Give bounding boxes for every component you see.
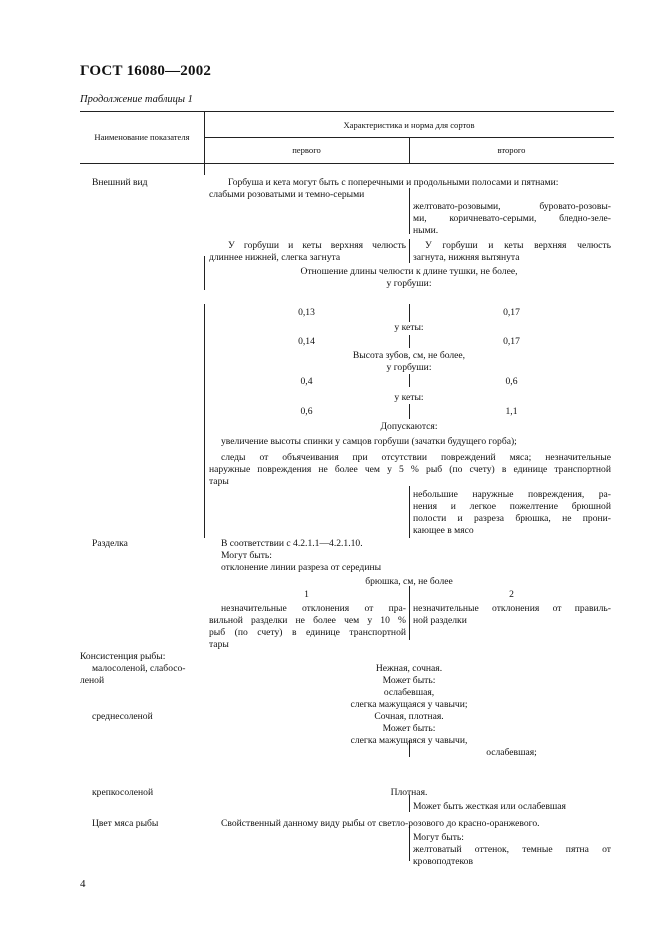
cutting-reference: В соответствии с 4.2.1.1—4.2.1.10.	[221, 538, 363, 549]
header-bottom-rule	[80, 163, 614, 164]
strong-salted-value-2: Может быть жесткая или ослабевшая	[413, 801, 566, 812]
consistency-strong-salted: крепкосоленой	[92, 787, 154, 798]
meat-color-second-b: желтоватый оттенок, темные пятна от	[413, 844, 611, 855]
jaw-second-a: У горбуши и кеты верхняя челюсть	[425, 240, 611, 251]
keta-label-2: у кеты:	[394, 392, 424, 403]
jaw-second-b: загнута, нижняя вытянута	[413, 252, 520, 263]
cutting-second-a: незначительные отклонения от правиль-	[413, 603, 611, 614]
teeth-keta-first: 0,6	[300, 406, 313, 417]
indicator-meat-color: Цвет мяса рыбы	[92, 818, 159, 829]
net-traces-line3: тары	[209, 476, 229, 487]
cutting-second-b: ной разделки	[413, 615, 467, 626]
lightly-salted-value-2: Может быть:	[382, 675, 436, 686]
net-traces-line1: следы от объячеивания при отсутствии повреждений мяса; незначительные	[221, 452, 611, 463]
cutting-first-c: рыб (по счету) в единице транспортной	[209, 627, 406, 638]
consistency-lightly-salted-b: леной	[80, 675, 105, 686]
hump-text: увеличение высоты спинки у самцов горбуши (зачатки будущего горба);	[221, 436, 517, 447]
small-damage-a: небольшие наружные повреждения, ра-	[413, 489, 611, 500]
table-top-rule	[80, 111, 614, 112]
lightly-salted-value-3: ослабевшая,	[383, 687, 435, 698]
ratio-keta-second: 0,17	[503, 336, 520, 347]
column-header-spanning: Характеристика и норма для сортов	[343, 120, 475, 130]
indicator-appearance: Внешний вид	[92, 177, 148, 188]
consistency-medium-salted: среднесоленой	[92, 711, 153, 722]
column-header-first-grade: первого	[292, 145, 321, 155]
indicator-consistency: Консистенция рыбы:	[80, 651, 166, 662]
ratio-gorbusha-first: 0,13	[298, 307, 315, 318]
indicator-cutting: Разделка	[92, 538, 128, 549]
keta-label-1: у кеты:	[394, 322, 424, 333]
divider-colors	[409, 188, 410, 234]
small-damage-c: полости и разреза брюшка, не прони-	[413, 513, 611, 524]
allowed-label: Допускаются:	[380, 421, 438, 432]
appearance-line2: слабыми розоватыми и темно-серыми	[209, 189, 365, 200]
medium-salted-value-3: слегка мажущаяся у чавычи,	[350, 735, 468, 746]
column-header-indicator: Наименование показателя	[94, 132, 190, 142]
strong-salted-value-1: Плотная.	[390, 787, 428, 798]
divider-jaw	[409, 239, 410, 263]
cutting-first-b: вильной разделки не более чем у 10 %	[209, 615, 406, 626]
cutting-value-first: 1	[304, 589, 309, 600]
appearance-col2-b: ми, коричневато-серыми, бледно-зеле-	[413, 213, 611, 224]
meat-color-second-c: кровоподтеков	[413, 856, 474, 867]
cutting-first-a: незначительные отклонения от пра-	[221, 603, 406, 614]
consistency-lightly-salted-a: малосоленой, слабосо-	[92, 663, 186, 674]
divider-small-damage	[409, 486, 410, 538]
meat-color-line1: Свойственный данному виду рыбы от светло-розового до красно-оранжевого.	[221, 818, 540, 829]
appearance-col2-c: ными.	[413, 225, 439, 236]
teeth-gorbusha-second: 0,6	[505, 376, 518, 387]
small-damage-d: кающее в мясо	[413, 525, 474, 536]
jaw-first-a: У горбуши и кеты верхняя челюсть	[228, 240, 406, 251]
divider-color	[409, 825, 410, 861]
gorbusha-label-1: у горбуши:	[386, 278, 432, 289]
page-number: 4	[80, 878, 86, 890]
teeth-keta-second: 1,1	[505, 406, 518, 417]
ratio-gorbusha-second: 0,17	[503, 307, 520, 318]
body-col1-stub	[204, 163, 205, 175]
teeth-gorbusha-first: 0,4	[300, 376, 313, 387]
small-damage-b: нения и легкое пожелтение брюшной	[413, 501, 611, 512]
jaw-first-b: длиннее нижней, слегка загнута	[209, 252, 341, 263]
lightly-salted-value-1: Нежная, сочная.	[375, 663, 443, 674]
net-traces-line2: наружные повреждения не более чем у 5 % рыб (по счету) в единице транспортной	[209, 464, 611, 475]
appearance-col2-a: желтовато-розовыми, буровато-розовы-	[413, 201, 611, 212]
cutting-may-be: Могут быть:	[221, 550, 272, 561]
lightly-salted-value-4: слегка мажущаяся у чавычи;	[350, 699, 468, 710]
cutting-deviation: отклонение линии разреза от середины	[221, 562, 382, 573]
medium-salted-value-2: Может быть:	[382, 723, 436, 734]
appearance-line1: Горбуша и кета могут быть с поперечными и продольными полосами и пятнами:	[228, 177, 559, 188]
ratio-keta-first: 0,14	[298, 336, 315, 347]
cutting-value-second: 2	[509, 589, 514, 600]
cutting-belly-limit: брюшка, см, не более	[365, 576, 453, 587]
cutting-first-d: тары	[209, 639, 229, 650]
table-continuation-caption: Продолжение таблицы 1	[80, 94, 193, 105]
gorbusha-label-2: у горбуши:	[386, 362, 432, 373]
meat-color-second-a: Могут быть:	[413, 832, 464, 843]
document-id: ГОСТ 16080—2002	[80, 63, 212, 79]
column-header-second-grade: второго	[497, 145, 526, 155]
medium-salted-value-4: ослабевшая;	[486, 747, 537, 758]
teeth-height-label: Высота зубов, см, не более,	[352, 350, 466, 361]
medium-salted-value-1: Сочная, плотная.	[374, 711, 444, 722]
jaw-ratio-label: Отношение длины челюсти к длине тушки, не более,	[300, 266, 518, 277]
